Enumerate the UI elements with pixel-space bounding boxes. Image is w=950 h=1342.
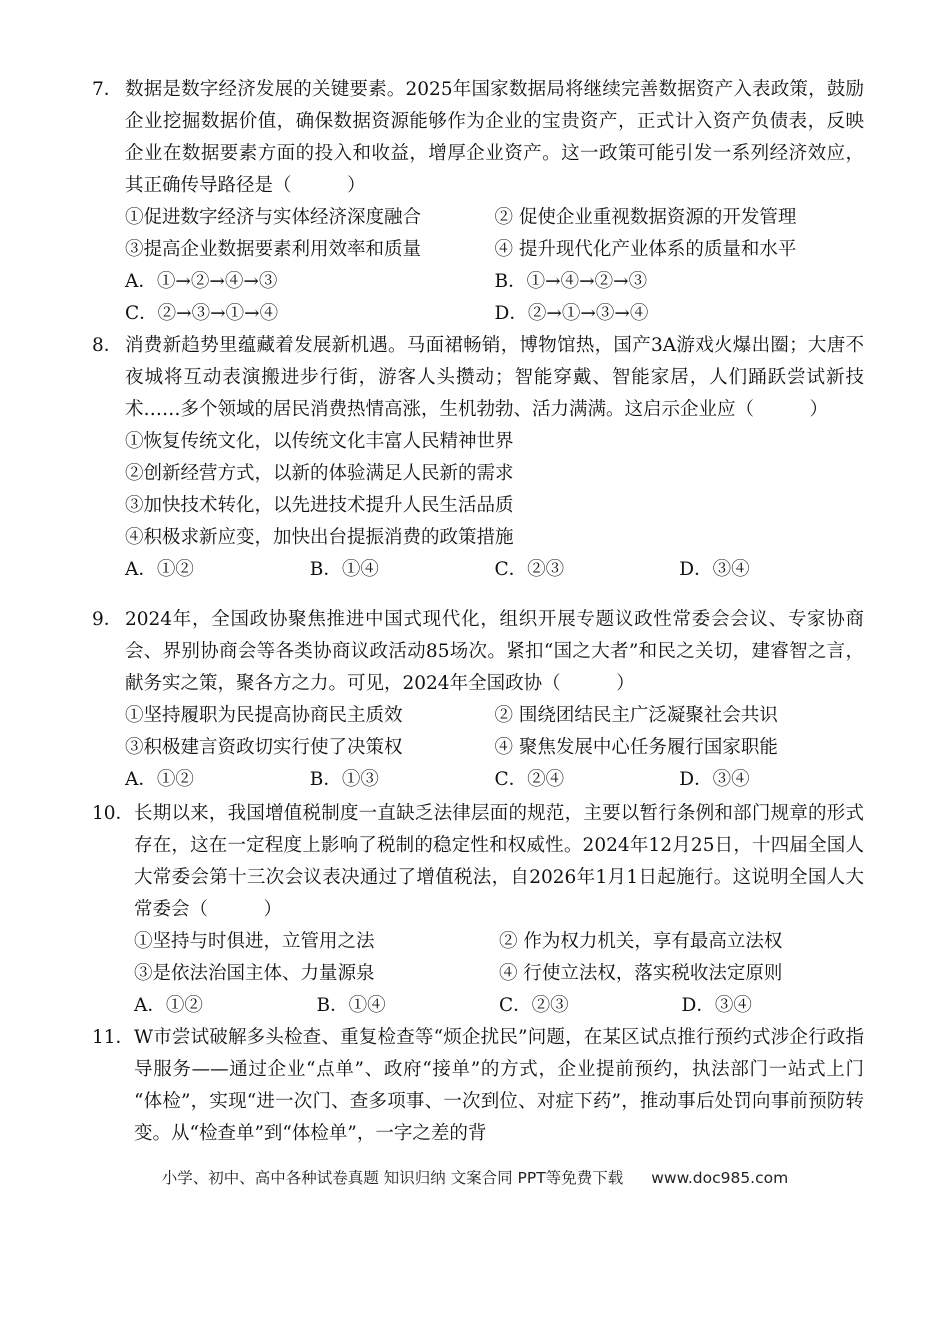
choice-d: D．②→①→③→④ (494, 303, 649, 324)
choice-c: C．②④ (494, 769, 565, 790)
statement-3: ③是依法治国主体、力量源泉 (134, 963, 375, 984)
statement-options (125, 426, 864, 586)
statement-3: ③提高企业数据要素利用效率和质量 (125, 239, 422, 260)
statement-1: ①坚持与时俱进，立管用之法 (134, 931, 375, 952)
statement-options (125, 700, 864, 796)
choice-a: A．①② (125, 769, 194, 790)
question-stem: W市尝试破解多头检查、重复检查等“烦企扰民”问题，在某区试点推行预约式涉企行政指导服务——通过企业“点单”、政府“接单”的方式，企业提前预约，执法部门一站式上门 “体检”，实现“进一次门、查多项事、一次到位、对症下药”，推动事后处罚向事前预防转变。从“检查单”到“体检单”，一字之差的背 (134, 1027, 864, 1144)
choice-a: A．①→②→④→③ (125, 271, 278, 292)
question-number: 8． (92, 335, 123, 356)
statement-4: ④ 提升现代化产业体系的质量和水平 (494, 239, 797, 260)
question-number: 7． (92, 79, 123, 100)
question-number: 10． (92, 803, 135, 824)
statement-3: ③加快技术转化，以先进技术提升人民生活品质 (125, 495, 514, 516)
statement-2: ② 促使企业重视数据资源的开发管理 (494, 207, 797, 228)
choice-a: A．①② (134, 995, 203, 1016)
statement-1: ①恢复传统文化，以传统文化丰富人民精神世界 (125, 431, 514, 452)
question-stem: 长期以来，我国增值税制度一直缺乏法律层面的规范，主要以暂行条例和部门规章的形式 存在，这在一定程度上影响了税制的稳定性和权威性。2024年12月25日，十四届全国人大常委会第十三次会议表决通过了增值税法，自2026年1月1日起施行。这说明全国人大常委会（ ） (134, 803, 864, 920)
question-7 (92, 74, 864, 330)
statement-4: ④积极求新应变，加快出台提振消费的政策措施 (125, 527, 514, 548)
question-8 (92, 330, 864, 586)
statement-2: ② 围绕团结民主广泛凝聚社会共识 (494, 705, 778, 726)
statement-3: ③积极建言资政切实行使了决策权 (125, 737, 403, 758)
footer-text: 小学、初中、高中各种试卷真题 知识归纳 文案合同 PPT等免费下载 (161, 1169, 624, 1187)
statement-1: ①促进数字经济与实体经济深度融合 (125, 207, 422, 228)
question-number: 11． (92, 1027, 135, 1048)
footer-url[interactable]: www.doc985.com (651, 1169, 789, 1187)
statement-4: ④ 聚焦发展中心任务履行国家职能 (494, 737, 778, 758)
choice-c: C．②③ (499, 995, 569, 1016)
question-11 (92, 1022, 864, 1150)
statement-options (134, 926, 864, 1022)
statement-options (125, 202, 864, 330)
page-footer (0, 1166, 950, 1188)
choice-b: B．①④ (316, 995, 386, 1016)
statement-2: ②创新经营方式，以新的体验满足人民新的需求 (125, 463, 514, 484)
question-stem: 2024年，全国政协聚焦推进中国式现代化，组织开展专题议政性常委会会议、专家协商会、界别协商会等各类协商议政活动85场次。紧扣“国之大者”和民之关切，建睿智之言，献务实之策，聚各方之力。可见，2024年全国政协（ ） (125, 609, 864, 694)
choice-c: C．②③ (494, 559, 565, 580)
choice-b: B．①④ (309, 559, 379, 580)
choice-a: A．①② (125, 559, 194, 580)
question-10 (92, 798, 864, 1022)
statement-4: ④ 行使立法权，落实税收法定原则 (499, 963, 783, 984)
choice-d: D．③④ (679, 769, 750, 790)
question-number: 9． (92, 609, 123, 630)
choice-d: D．③④ (681, 995, 752, 1016)
question-9 (92, 604, 864, 796)
question-stem: 消费新趋势里蕴藏着发展新机遇。马面裙畅销，博物馆热，国产3A游戏火爆出圈；大唐不夜城将互动表演搬进步行街，游客人头攒动；智能穿戴、智能家居，人们踊跃尝试新技术……多个领域的居民消费热情高涨，生机勃勃、活力满满。这启示企业应（ ） (125, 335, 864, 420)
statement-1: ①坚持履职为民提高协商民主质效 (125, 705, 403, 726)
choice-b: B．①→④→②→③ (494, 271, 648, 292)
question-stem: 数据是数字经济发展的关键要素。2025年国家数据局将继续完善数据资产入表政策，鼓励企业挖掘数据价值，确保数据资源能够作为企业的宝贵资产，正式计入资产负债表，反映企业在数据要素方面的投入和收益，增厚企业资产。这一政策可能引发一系列经济效应，其正确传导路径是（ ） (125, 79, 864, 196)
statement-2: ② 作为权力机关，享有最高立法权 (499, 931, 783, 952)
choice-c: C．②→③→①→④ (125, 303, 279, 324)
choice-d: D．③④ (679, 559, 750, 580)
choice-b: B．①③ (309, 769, 379, 790)
